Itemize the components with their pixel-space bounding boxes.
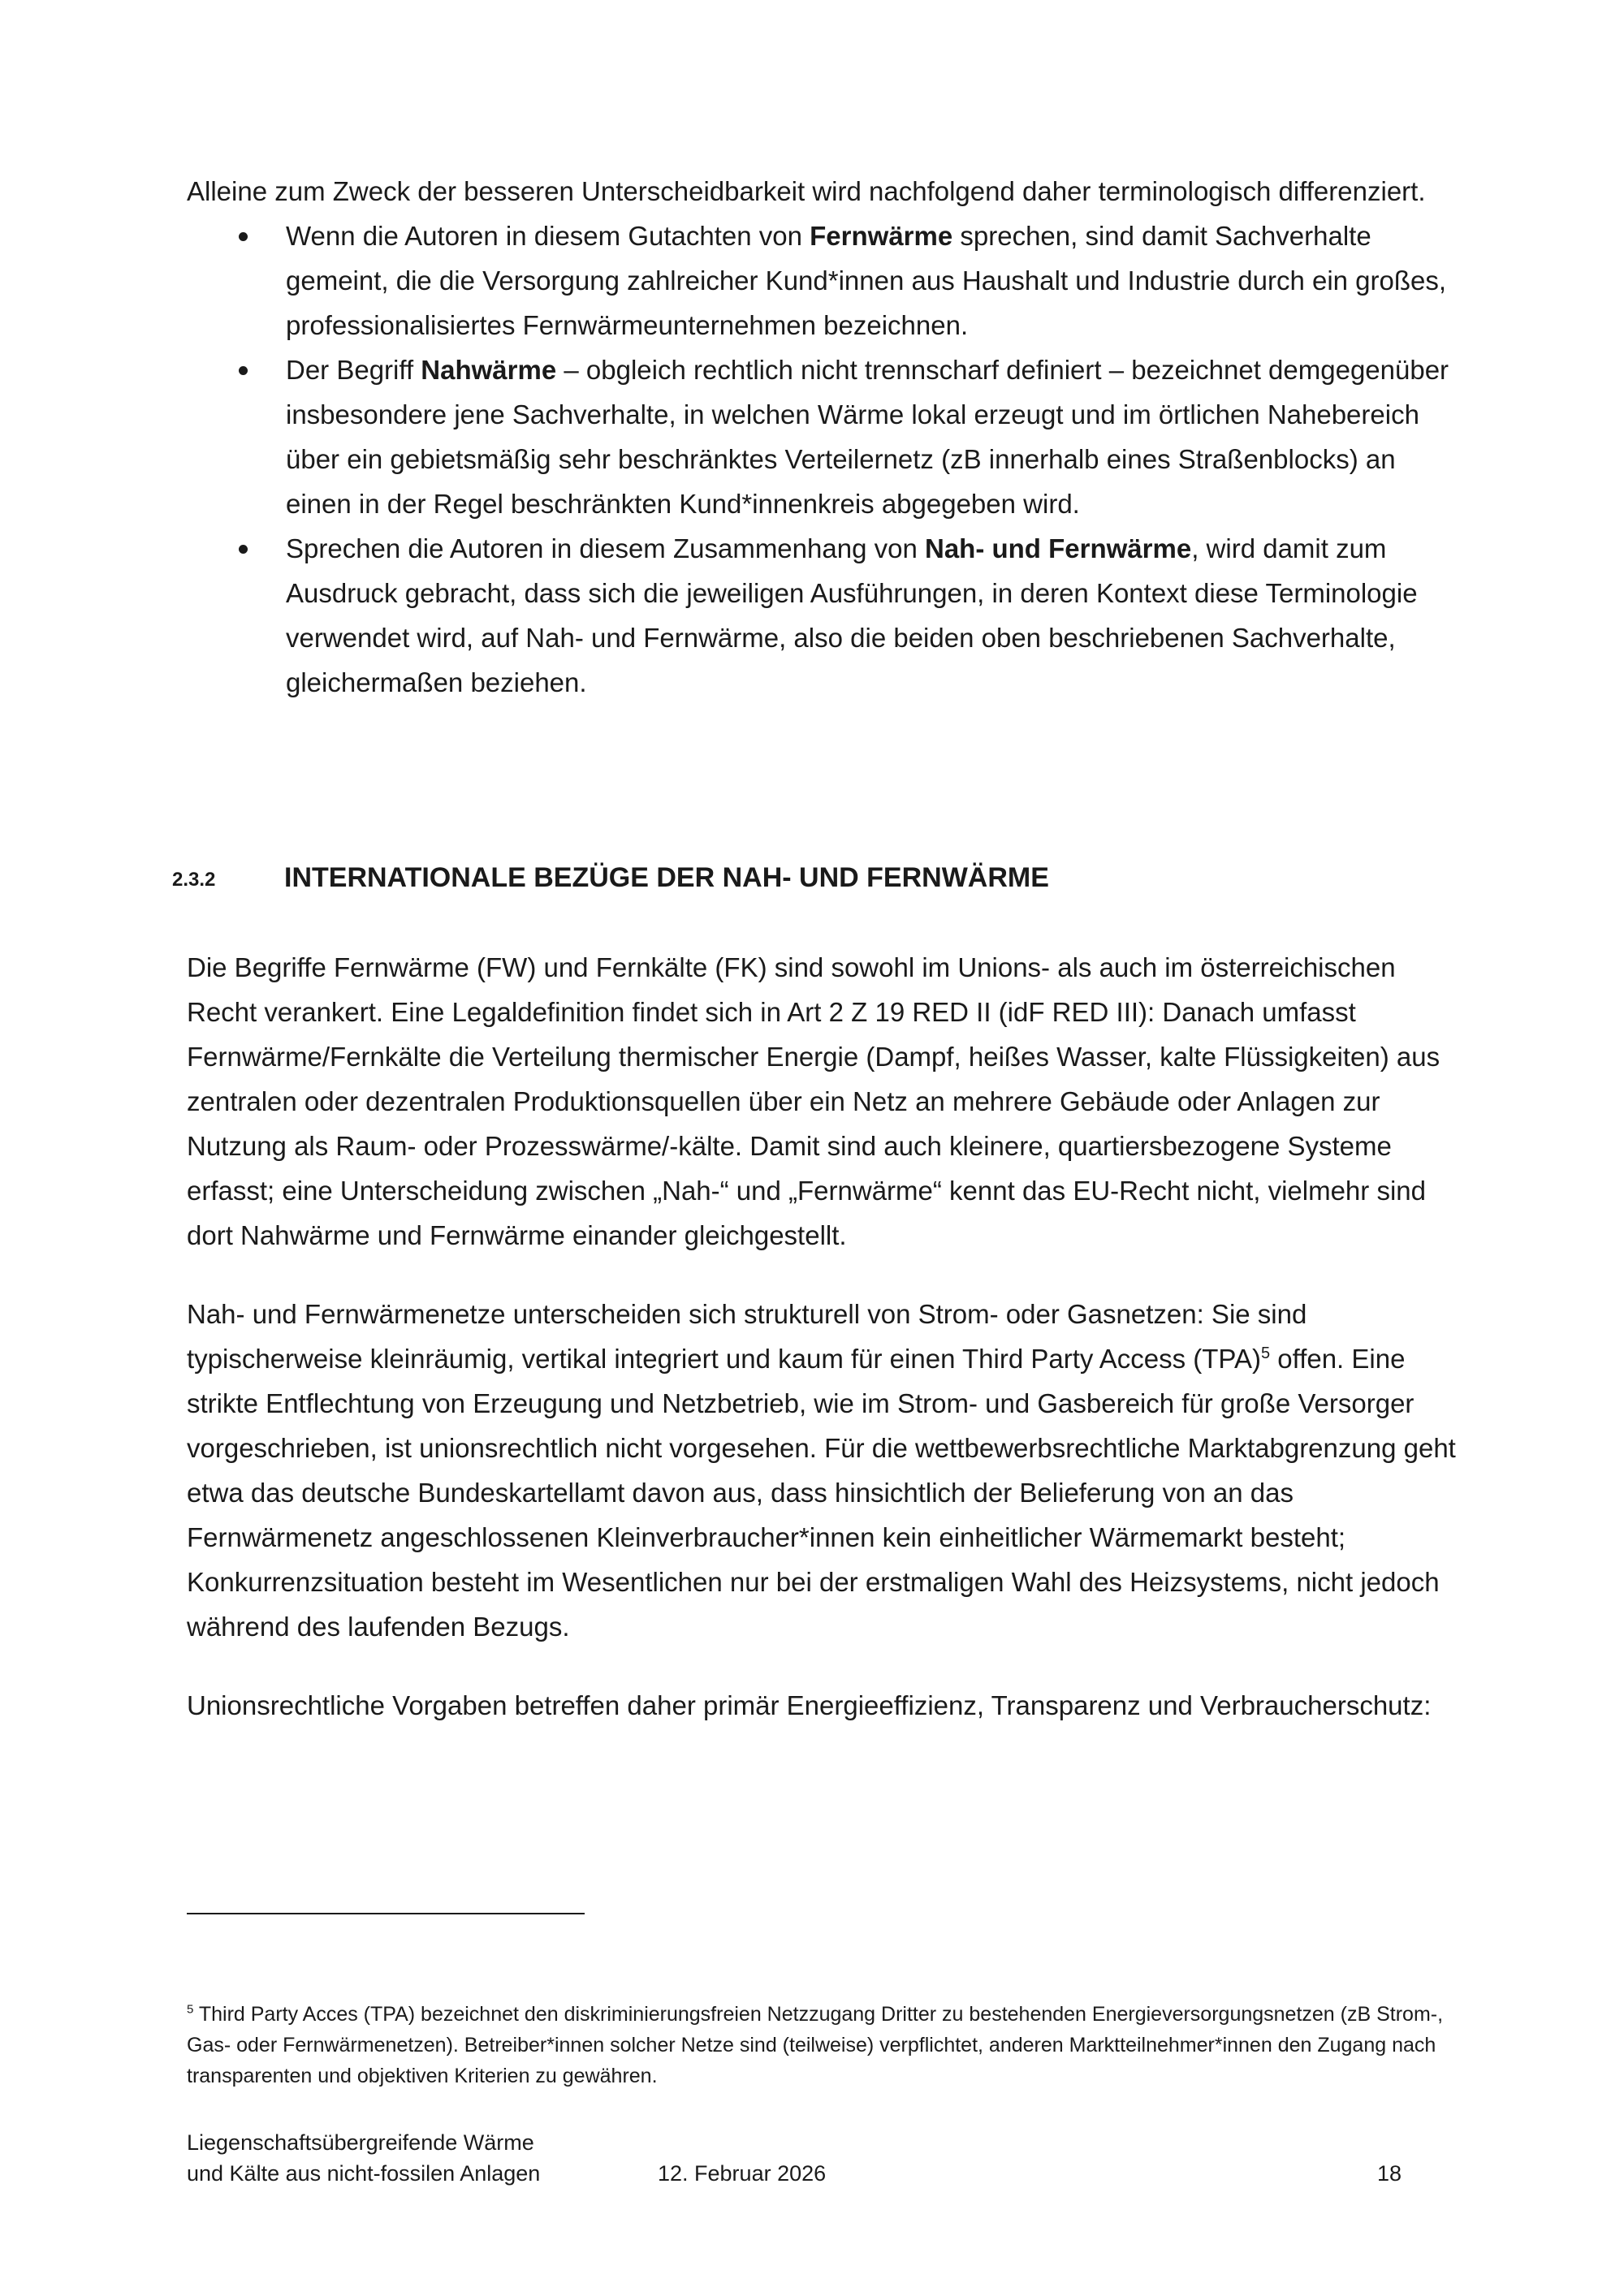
list-item-term: Nahwärme [421,355,557,385]
list-item-text: sprechen, sind damit Sachverhalte gemeint, die die Versorgung zahlreicher Kund*innen aus Haushalt und Industrie durch ein großes, professionalisiertes Fernwärmeunternehmen bezeichnen. [286,221,1447,340]
footnote-text: Third Party Acces (TPA) bezeichnet den diskriminierungsfreien Netzzugang Dritter zu bestehenden Energieversorgungsnetzen (zB Strom-, Gas- oder Fernwärmenetzen). Betreiber*innen solcher Netze sind (teilweise) verpflichtet, anderen Marktteilnehmer*innen den Zugang nach transparenten und objektiven Kriterien zu gewähren. [187,2003,1444,2087]
footnote-reference[interactable]: 5 [1260,1344,1271,1362]
footer-title-line: Liegenschaftsübergreifende Wärme [187,2130,534,2155]
bullet-icon [239,366,248,375]
paragraph-definition: Die Begriffe Fernwärme (FW) und Fernkälte (FK) sind sowohl im Unions- als auch im österreichischen Recht verankert. Eine Legaldefinition findet sich in Art 2 Z 19 RED II (idF RED III): Danach umfasst Fernwärme/Fernkälte die Verteilung thermischer Energie (Dampf, heißes Wasser, kalte Flüssigkeiten) aus zentralen oder dezentralen Produktionsquellen über ein Netz an mehrere Gebäude oder Anlagen zur Nutzung als Raum- oder Prozesswärme/-kälte. Damit sind auch kleinere, quartiersbezogene Systeme erfasst; eine Unterscheidung zwischen „Nah-“ und „Fernwärme“ kennt das EU-Recht nicht, vielmehr sind dort Nahwärme und Fernwärme einander gleichgestellt. [187,952,1440,1250]
list-item-text: Der Begriff [286,355,421,385]
list-item-term: Fernwärme [810,221,953,251]
terminology-list [187,214,1462,705]
footer-document-title [187,2127,674,2189]
list-item-term: Nah- und Fernwärme [924,533,1192,563]
list-item [187,214,1462,347]
paragraph-text: offen. Eine strikte Entflechtung von Erzeugung und Netzbetrieb, wie im Strom- und Gasbereich für große Versorger vorgeschrieben, ist unionsrechtlich nicht vorgesehen. Für die wettbewerbsrechtliche Marktabgrenzung geht etwa das deutsche Bundeskartellamt davon aus, dass hinsichtlich der Belieferung von an das Fernwärmenetz angeschlossenen Kleinverbraucher*innen kein einheitlicher Wärmemarkt besteht; Konkurrenzsituation besteht im Wesentlichen nur bei der erstmaligen Wahl des Heizsystems, nicht jedoch während des laufenden Bezugs. [187,1344,1456,1642]
bullet-icon [239,232,248,241]
list-item-text: Sprechen die Autoren in diesem Zusammenhang von [286,533,925,563]
top-content [187,169,1462,705]
footer-date: 12. Februar 2026 [658,2161,827,2186]
list-item-text: Wenn die Autoren in diesem Gutachten von [286,221,810,251]
list-item [187,347,1462,526]
paragraph-network-structure [187,1292,1462,1649]
section-body [187,945,1462,1762]
list-item-text: – obgleich rechtlich nicht trennscharf definiert – bezeichnet demgegenüber insbesondere jene Sachverhalte, in welchen Wärme lokal erzeugt und im örtlichen Nahebereich über ein gebietsmäßig sehr beschränktes Verteilernetz (zB innerhalb eines Straßenblocks) an einen in der Regel beschränkten Kund*innenkreis abgegeben wird. [286,355,1449,519]
paragraph-text: Nah- und Fernwärmenetze unterscheiden sich strukturell von Strom- oder Gasnetzen: Sie sind typischerweise kleinräumig, vertikal integriert und kaum für einen Third Party Access (TPA) [187,1299,1307,1374]
footnote-divider [187,1913,585,1914]
section-title: INTERNATIONALE BEZÜGE DER NAH- UND FERNWÄRME [284,862,1049,893]
bullet-icon [239,545,248,554]
intro-paragraph: Alleine zum Zweck der besseren Unterscheidbarkeit wird nachfolgend daher terminologisch differenziert. [187,176,1426,206]
section-heading [172,862,1462,900]
section-number: 2.3.2 [172,869,216,891]
paragraph-eu-requirements: Unionsrechtliche Vorgaben betreffen daher primär Energieeffizienz, Transparenz und Verbraucherschutz: [187,1690,1432,1720]
page-number: 18 [1377,2161,1402,2186]
list-item [187,526,1462,705]
footnote [187,1999,1462,2091]
footer-title-line: und Kälte aus nicht-fossilen Anlagen [187,2161,541,2186]
list-item-text: , wird damit zum Ausdruck gebracht, dass sich die jeweiligen Ausführungen, in deren Kontext diese Terminologie verwendet wird, auf Nah- und Fernwärme, also die beiden oben beschriebenen Sachverhalte, gleichermaßen beziehen. [286,533,1418,697]
footnote-mark: 5 [187,2002,194,2017]
